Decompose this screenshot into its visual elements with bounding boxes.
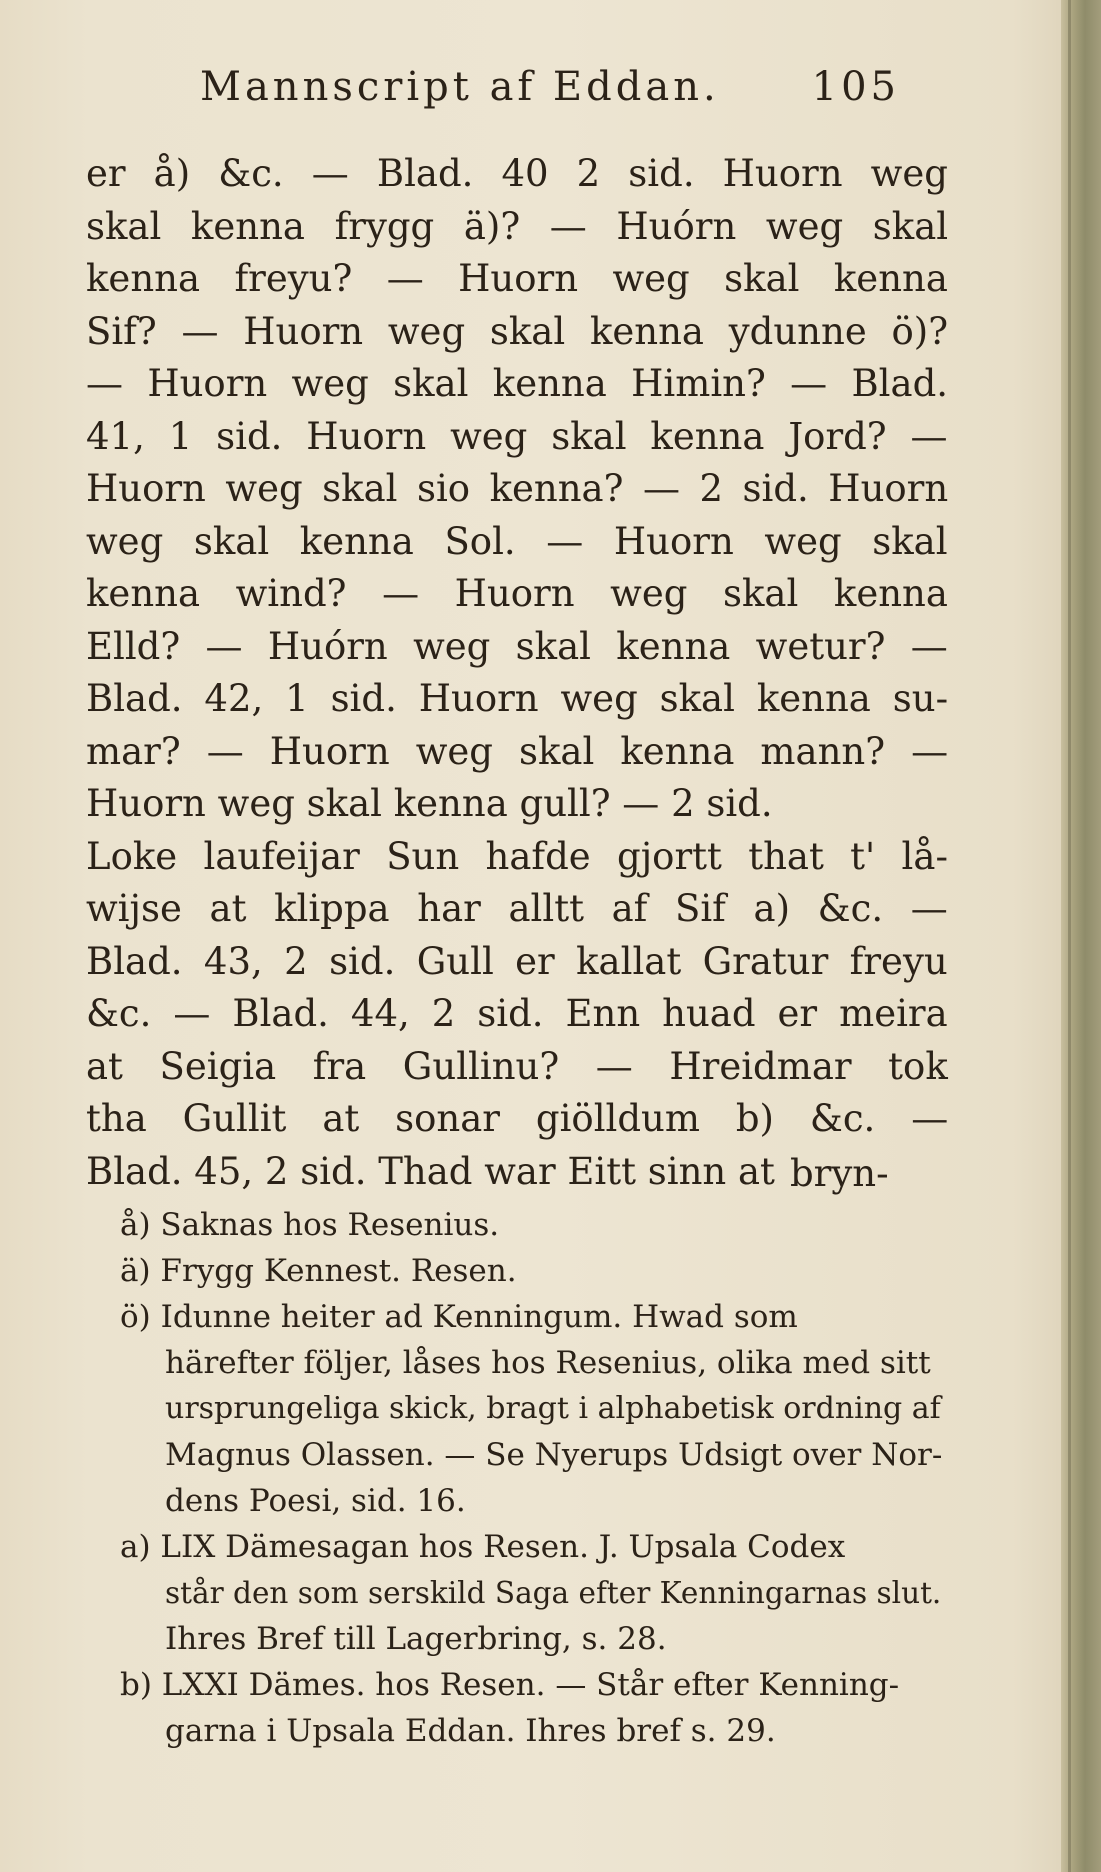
- page-edge: [1061, 0, 1101, 1872]
- footnote-line: dens Poesi, sid. 16.: [165, 1483, 466, 1519]
- text-line: Elld? — Huórn weg skal kenna wetur? —: [86, 624, 948, 668]
- text-line: Huorn weg skal kenna gull? — 2 sid.: [86, 782, 773, 825]
- text-line: &c. — Blad. 44, 2 sid. Enn huad er meira: [86, 992, 948, 1035]
- footnotes: [120, 1202, 950, 1754]
- catchword: bryn-: [790, 1152, 889, 1195]
- text-line: kenna wind? — Huorn weg skal kenna: [86, 572, 948, 615]
- footnote-line: står den som serskild Saga efter Kenningarnas slut.: [165, 1576, 942, 1610]
- text-line: Huorn weg skal sio kenna? — 2 sid. Huorn: [86, 467, 949, 510]
- page-edge-line: [1068, 0, 1071, 1872]
- footnote-line: ä) Frygg Kennest. Resen.: [120, 1253, 517, 1289]
- running-header: [200, 64, 900, 124]
- footnote-line: ursprungeliga skick, bragt i alphabetisk ordning af: [165, 1391, 941, 1426]
- text-line: Blad. 45, 2 sid. Thad war Eitt sinn at: [86, 1149, 775, 1193]
- footnote-line: å) Saknas hos Resenius.: [120, 1207, 500, 1243]
- footnote-line: garna i Upsala Eddan. Ihres bref s. 29.: [165, 1713, 776, 1749]
- text-line: Loke laufeijar Sun hafde gjortt that t' lå-: [86, 834, 948, 878]
- text-line: kenna freyu? — Huorn weg skal kenna: [86, 257, 948, 300]
- text-line: Blad. 43, 2 sid. Gull er kallat Gratur freyu: [86, 939, 948, 983]
- page-number: 105: [811, 64, 900, 110]
- footnote-line: a) LIX Dämesagan hos Resen. J. Upsala Codex: [120, 1529, 846, 1565]
- text-line: Sif? — Huorn weg skal kenna ydunne ö)?: [86, 309, 949, 353]
- footnote-line: ö) Idunne heiter ad Kenningum. Hwad som: [120, 1299, 798, 1335]
- footnote-line: b) LXXI Dämes. hos Resen. — Står efter Kenning-: [120, 1667, 900, 1703]
- text-line: er å) &c. — Blad. 40 2 sid. Huorn weg: [86, 152, 948, 195]
- text-line: Blad. 42, 1 sid. Huorn weg skal kenna su-: [86, 677, 949, 720]
- text-line: wijse at klippa har alltt af Sif a) &c. —: [86, 887, 948, 930]
- text-line: — Huorn weg skal kenna Himin? — Blad.: [86, 362, 949, 405]
- footnote-line: Magnus Olassen. — Se Nyerups Udsigt over Nor-: [165, 1437, 943, 1473]
- text-line: weg skal kenna Sol. — Huorn weg skal: [86, 519, 948, 563]
- text-line: mar? — Huorn weg skal kenna mann? —: [86, 729, 949, 773]
- text-line: at Seigia fra Gullinu? — Hreidmar tok: [86, 1044, 948, 1088]
- text-line: tha Gullit at sonar giölldum b) &c. —: [86, 1097, 949, 1140]
- running-title: Mannscript af Eddan.: [200, 64, 720, 110]
- footnote-line: härefter följer, låses hos Resenius, olika med sitt: [165, 1345, 931, 1381]
- footnote-line: Ihres Bref till Lagerbring, s. 28.: [165, 1621, 667, 1657]
- main-text: [86, 148, 948, 1198]
- text-line: 41, 1 sid. Huorn weg skal kenna Jord? —: [86, 414, 948, 458]
- text-line: skal kenna frygg ä)? — Huórn weg skal: [86, 204, 949, 248]
